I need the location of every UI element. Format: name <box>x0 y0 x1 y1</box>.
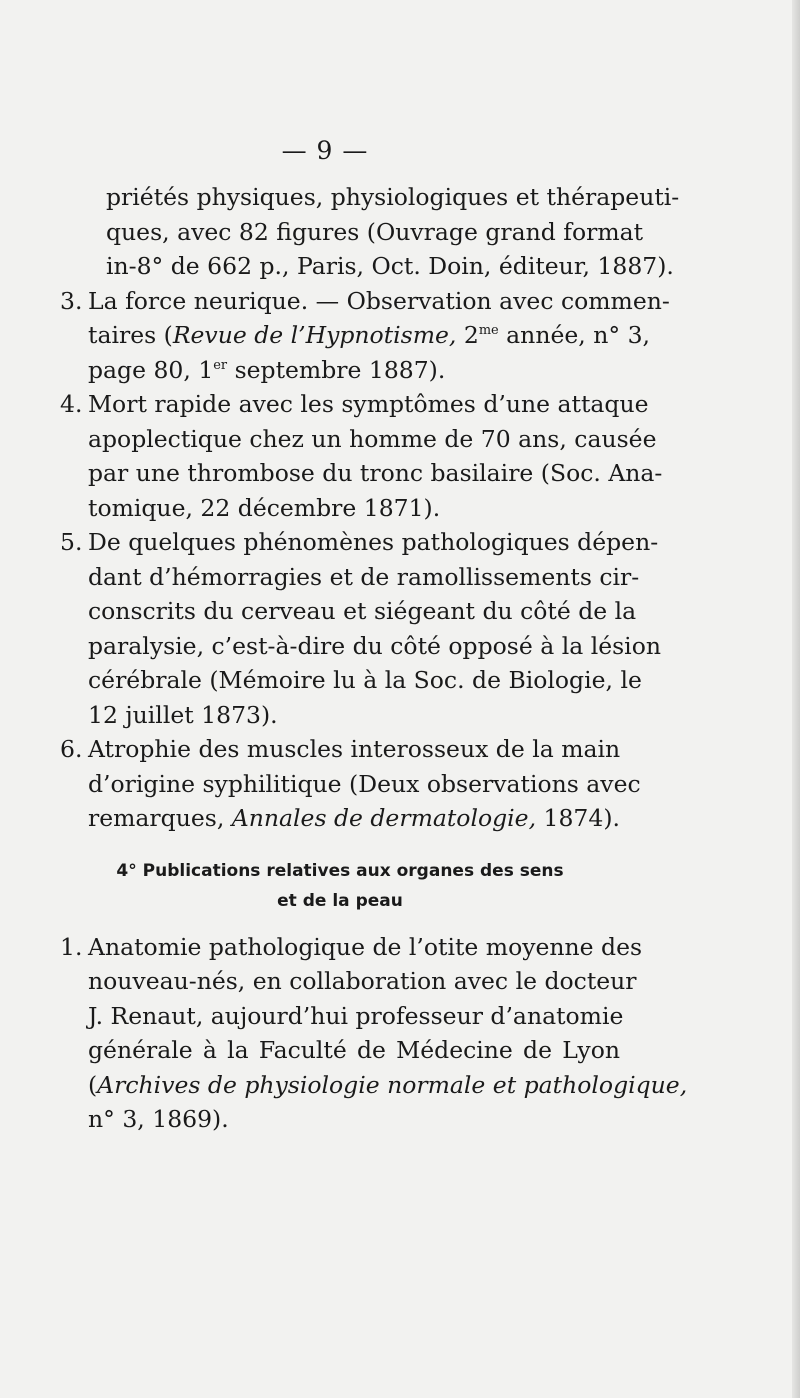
text-line: Anatomie pathologique de l’otite moyenne des <box>88 932 643 961</box>
item-number: 3. <box>60 286 83 315</box>
page-edge-shadow <box>792 0 800 1398</box>
list-item <box>60 732 641 836</box>
text-line: n° 3, 1869). <box>88 1105 229 1133</box>
text-line: taires (Revue de l’Hypnotisme, $2^{me}$ année, n° 3, <box>88 321 650 349</box>
text-line: 12 juillet 1873). <box>88 700 278 729</box>
text-line: ques, avec 82 figures (Ouvrage grand format <box>106 217 644 246</box>
continuation-paragraph <box>60 180 680 284</box>
section-heading-line: 4° Publications relatives aux organes des sens <box>116 860 564 881</box>
section-heading-line: et de la peau <box>277 890 403 911</box>
text-line: page 80, 1er septembre 1887). <box>88 355 446 384</box>
text-line: (Archives de physiologie normale et pathologique, <box>88 1070 688 1099</box>
list-item <box>60 525 661 732</box>
text-line: générale à la Faculté de Médecine de Lyon <box>88 1036 620 1064</box>
text-line: priétés physiques, physiologiques et thérapeuti- <box>106 183 680 211</box>
text-line: La force neurique. — Observation avec commen- <box>88 286 670 315</box>
item-number: 4. <box>60 390 83 418</box>
text-line: Mort rapide avec les symptômes d’une attaque <box>88 390 649 418</box>
page-body <box>60 180 688 1137</box>
text-line: remarques, Annales de dermatologie, 1874). <box>88 804 620 832</box>
text-line: apoplectique chez un homme de 70 ans, causée <box>88 424 657 453</box>
text-line: d’origine syphilitique (Deux observations avec <box>88 769 641 798</box>
text-line: conscrits du cerveau et siégeant du côté de la <box>88 597 637 625</box>
journal-title: Revue de l’Hypnotisme, <box>172 321 457 349</box>
journal-title: Archives de physiologie normale et pathologique, <box>97 1070 688 1099</box>
text-line: paralysie, c’est-à-dire du côté opposé à la lésion <box>88 631 661 660</box>
text-line: in-8° de 662 p., Paris, Oct. Doin, éditeur, 1887). <box>106 252 674 280</box>
text-line: J. Renaut, aujourd’hui professeur d’anatomie <box>88 1001 624 1030</box>
page-number: — 9 — <box>281 136 369 165</box>
text-line: par une thrombose du tronc basilaire (Soc. Ana- <box>88 459 663 487</box>
journal-title: Annales de dermatologie, <box>231 804 537 832</box>
list-item <box>60 284 670 388</box>
item-number: 5. <box>60 528 83 556</box>
text-line: cérébrale (Mémoire lu à la Soc. de Biologie, le <box>88 666 642 694</box>
item-number: 6. <box>60 735 83 763</box>
text-line: Atrophie des muscles interosseux de la main <box>88 735 621 763</box>
text-line: De quelques phénomènes pathologiques dépen- <box>88 528 659 556</box>
list-item <box>60 387 663 525</box>
text-line: tomique, 22 décembre 1871). <box>88 493 441 522</box>
text-line: nouveau-nés, en collaboration avec le docteur <box>88 967 637 995</box>
section-heading <box>60 856 620 916</box>
item-number: 1. <box>60 932 83 961</box>
text-line: dant d’hémorragies et de ramollissements cir- <box>88 562 640 591</box>
list-item <box>60 930 688 1137</box>
